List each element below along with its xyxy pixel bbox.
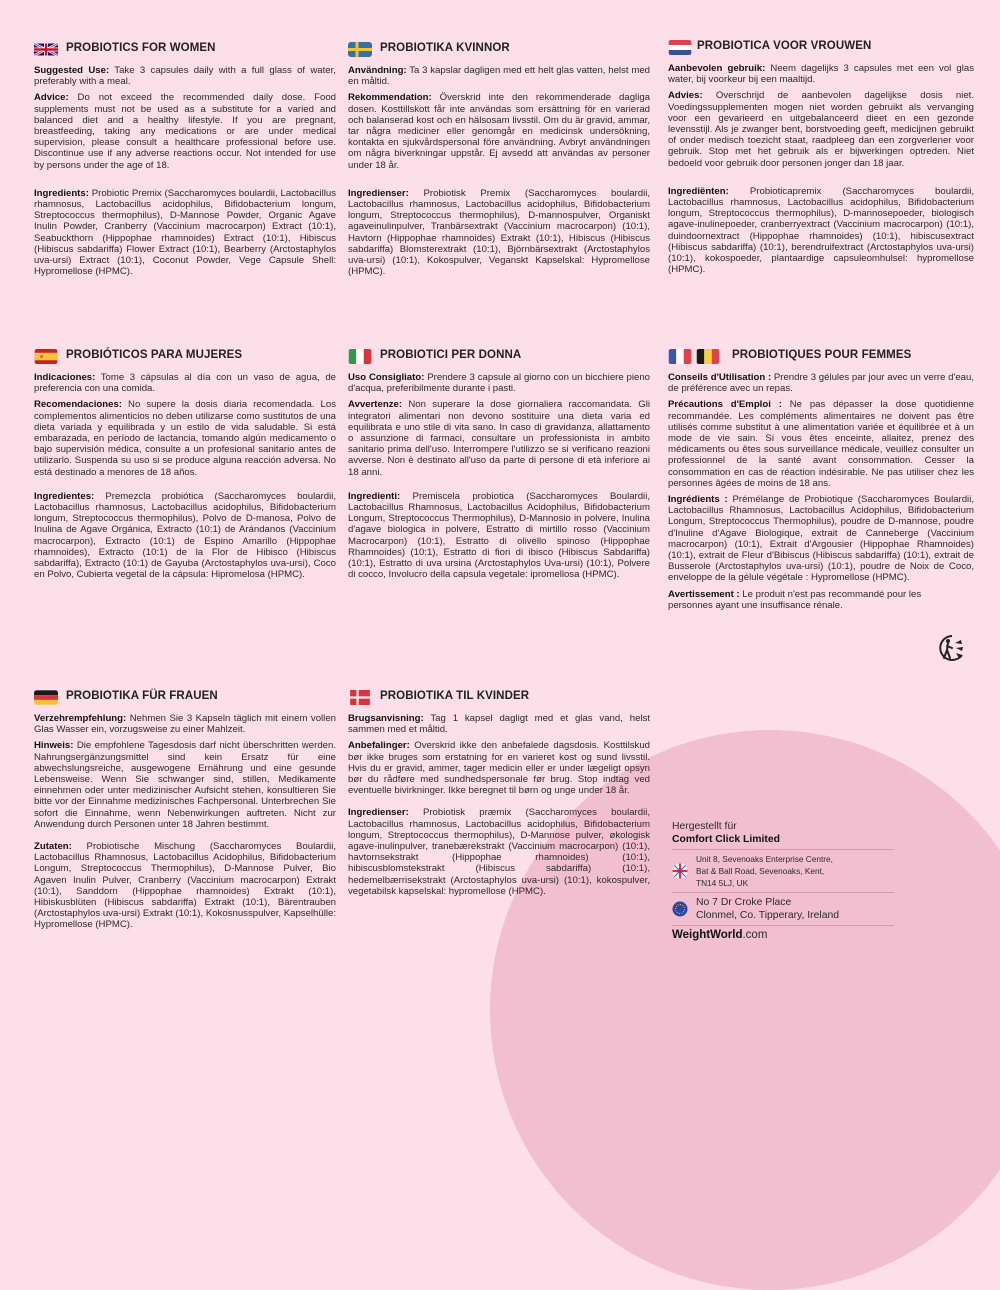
- brand-name: WeightWorld: [672, 929, 743, 941]
- section-title: PROBIOTICI PER DONNA: [380, 349, 522, 362]
- france-flag-icon: [668, 349, 692, 364]
- ingredients-label: Zutaten:: [34, 841, 72, 853]
- section-dutch: [668, 38, 974, 280]
- section-danish: [348, 688, 650, 902]
- ingredients-text: Probiotic Premix (Saccharomyces boulardii, Lactobacillus rhamnosus, Lactobacillus acidophilus, Bifidobacterium longum, Streptococcus thermophilus), D-Mannose Powder, Organic Agave Inulin Powder, Cranberry (Vaccinium macrocarpon) Extract (10:1), Seabuckthorn (Hippophae rhamnoides) Extract (10:1), Hibiscus (Hibiscus sabdariffa) Flower Extract (10:1), Bearberry (Arctostaphylos uva-ursi) Extract (10:1), Coconut Powder, Vege Capsule Shell: Hypromellose (HPMC).: [34, 187, 336, 278]
- section-title: PROBIOTIKA FÜR FRAUEN: [66, 690, 218, 703]
- ingredients-paragraph: [34, 491, 336, 581]
- ingredients-paragraph: [668, 494, 974, 584]
- uk-flag-icon: [34, 42, 58, 57]
- usage-text: Ta 3 kapslar dagligen med ett helt glas vatten, helst med en måltid.: [348, 65, 650, 88]
- advice-label: Rekommendation:: [348, 92, 432, 104]
- advice-label: Anbefalinger:: [348, 740, 410, 752]
- section-title: PROBIOTICS FOR WOMEN: [66, 42, 216, 55]
- warning-paragraph: [668, 589, 928, 611]
- usage-paragraph: [348, 372, 650, 394]
- section-header: [668, 347, 974, 365]
- ingredients-label: Ingredientes:: [34, 490, 95, 502]
- section-title: PROBIOTICA VOOR VROUWEN: [697, 40, 872, 53]
- spain-flag-icon: [34, 349, 58, 364]
- usage-label: Verzehrempfehlung:: [34, 713, 127, 724]
- advice-paragraph: [348, 399, 650, 477]
- section-title: PROBIOTIKA TIL KVINDER: [380, 690, 530, 703]
- ingredients-text: Probioticapremix (Saccharomyces boulardii, Lactobacillus rhamnosus, Lactobacillus acidophilus, Bifidobacterium longum, Streptococcus thermophilus), D-mannosepoeder, biologisch agave-inulinepoeder, cranberryextract (Vaccinium macrocarpon) (10:1), duindoornextract (Hippophae rhamnoides) (10:1), hibiscusextract (Hibiscus sabdariffa) (10:1), berendruifextract (Arctostaphylos uva-ursi) (10:1), kokospoeder, plantaardige capsuleomhulsel: hypromellose (HPMC).: [668, 185, 974, 276]
- advice-text: Overskrid ikke den anbefalede dagsdosis. Kosttilskud bør ikke bruges som erstatning for en varieret kost og sund livsstil. Hvis du er gravid, ammer, tager medicin eller er under lægeligt opsyn bør du rådføre med sundhedspersonale før brug. Stop indtag ved eventuelle bivirkninger. Ikke beregnet til børn og unge under 18 år.: [348, 740, 650, 797]
- ingredients-label: Ingrédients :: [668, 494, 728, 506]
- usage-label: Suggested Use:: [34, 65, 110, 76]
- usage-paragraph: [34, 372, 336, 394]
- section-english: [34, 40, 336, 282]
- usage-paragraph: [668, 63, 974, 85]
- ingredients-paragraph: [348, 807, 650, 897]
- advice-paragraph: [34, 740, 336, 830]
- advice-text: No supere la dosis diaria recomendada. Los complementos alimenticios no deben utilizarse como sustitutos de una dieta variada y equilibrada y un estilo de vida saludable. Si está embarazada, en período de lactancia, tomando algún medicamento o bajo supervisión médica, consulte a un profesional sanitario antes de utilizarlo. Suspenda su uso si se produce alguna reacción adversa. No está destinado a menores de 18 años.: [34, 399, 336, 478]
- ingredients-paragraph: [34, 188, 336, 278]
- eu-address-line: No 7 Dr Croke Place: [696, 897, 792, 908]
- usage-label: Användning:: [348, 65, 407, 76]
- usage-label: Uso Consigliato:: [348, 372, 425, 383]
- ingredients-label: Ingrediënten:: [668, 185, 729, 197]
- advice-paragraph: [348, 92, 650, 170]
- ingredients-paragraph: [668, 186, 974, 276]
- uk-flag-icon: [672, 863, 688, 879]
- ingredients-text: Probiotische Mischung (Saccharomyces Boulardii, Lactobacillus Rhamnosus, Lactobacillus Acidophilus, Bifidobacterium Longum, Streptococcus Thermophilus), D-Mannose Pulver, Bio Agaven Inulin Pulver, Cranberry (Vaccinium macrocarpon) Extrakt (10:1), Sanddorn (Hippophae rhamnoides) Extrakt (10:1), Hibiskusblüten (Hibiscus sabdariffa) Extrakt (10:1), Bärentrauben (Arctostaphylos uva-ursi) Extrakt (10:1), Kokosnusspulver, Kapselhülle: Hypromellose (HPMC).: [34, 841, 336, 931]
- ingredients-label: Ingredienser:: [348, 807, 409, 819]
- belgium-flag-icon: [696, 349, 720, 364]
- brand-domain: .com: [742, 929, 768, 941]
- section-title: PROBIOTIQUES POUR FEMMES: [732, 349, 912, 362]
- ingredients-text: Premiscela probiotica (Saccharomyces Boulardii, Lactobacillus Rhamnosus, Lactobacillus Acidophilus, Bifidobacterium Longum, Streptococcus Thermophilus), D-Mannosio in polvere, Inulina d'agave biologica in polvere, Estratto di mirtillo rosso (Vaccinium Macrocarpon) (10:1), Estratto di olivello spinoso (Hippophae Rhamnoides) (10:1), Estratto di fiori di ibisco (Hibiscus Sabdariffa) (10:1), Estratto di uva ursina (Arctostaphylos Uva-ursi) (10:1), Polvere di cocco, Involucro della capsula vegetale: ipromellosa (HPMC).: [348, 490, 650, 581]
- warning-label: Avertissement :: [668, 588, 740, 600]
- usage-paragraph: [34, 65, 336, 87]
- advice-paragraph: [668, 399, 974, 489]
- brand-website: [672, 926, 894, 941]
- usage-paragraph: [668, 372, 974, 394]
- eu-address-row: [672, 893, 894, 925]
- uk-address-line: TN14 5LJ, UK: [696, 878, 749, 888]
- section-german: [34, 688, 336, 936]
- advice-text: Ne pas dépasser la dose quotidienne recommandée. Les compléments alimentaires ne doivent pas être utilisés comme substitut à une alimentation variée et équilibrée et à un mode de vie sain. Si vous êtes enceinte, allaitez, prenez des médicaments ou êtes sous surveillance médicale, veuillez consulter un professionnel de la santé avant consommation. Cesser la consommation en cas de réaction indésirable. Ne pas utiliser chez les personnes âgées de moins de 18 ans.: [668, 399, 974, 489]
- usage-label: Brugsanvisning:: [348, 713, 424, 724]
- section-header: [34, 40, 336, 58]
- section-header: [34, 688, 336, 706]
- ingredients-label: Ingredienti:: [348, 490, 401, 502]
- usage-text: Prendre 3 gélules par jour avec un verre d'eau, de préférence avec un repas.: [668, 372, 974, 395]
- advice-label: Advice:: [34, 92, 69, 104]
- advice-paragraph: [34, 92, 336, 170]
- uk-address-line: Unit 8, Sevenoaks Enterprise Centre,: [696, 854, 833, 864]
- advice-text: Overschrijd de aanbevolen dagelijkse dosis niet. Voedingssupplementen mogen niet worden gebruikt als vervanging voor een gevarieerd en uitgebalanceerd dieet en een gezonde levensstijl. Als je zwanger bent, borstvoeding geeft, medicijnen gebruikt of onder medisch toezicht staat, raadpleeg dan een zorgverlener voor gebruik. Stop met het gebruik als er bijwerkingen optreden. Niet bedoeld voor gebruik door personen jonger dan 18 jaar.: [668, 90, 974, 169]
- advice-label: Advies:: [668, 90, 703, 102]
- section-header: [34, 347, 336, 365]
- usage-text: Tome 3 cápsulas al día con un vaso de agua, de preferencia con una comida.: [34, 372, 336, 395]
- usage-label: Conseils d'Utilisation :: [668, 372, 772, 383]
- ingredients-text: Prémélange de Probiotique (Saccharomyces Boulardii, Lactobacillus Rhamnosus, Lactobacillus Acidophilus, Bifidobacterium Longum, Streptococcus Thermophilus), poudre de D-mannose, poudre d'Inuline d'Agave Biologique, extrait de Canneberge (Vaccinium macrocarpon) (10:1), Extrait d'Argousier (Hippophae Rhamnoides) (10:1), extrait de Fleur d'Bibiscus (Hibiscus sabdariffa) (10:1), extrait de Busserole (Arctostaphylos uva-ursi) (10:1), poudre de Noix de Coco, enveloppe de la gélule végétale : Hypromellose (HPMC).: [668, 494, 974, 584]
- eu-address-line: Clonmel, Co. Tipperary, Ireland: [696, 910, 840, 921]
- section-title: PROBIÓTICOS PARA MUJERES: [66, 349, 243, 362]
- section-spanish: [34, 347, 336, 585]
- advice-text: Die empfohlene Tagesdosis darf nicht überschritten werden. Nahrungsergänzungsmittel sind kein Ersatz für eine abwechslungsreiche, ausgewogene Ernährung und eine gesunde Lebensweise. Wenn Sie schwanger sind, stillen, Medikamente einnehmen oder unter medizinischer Aufsicht stehen, konsultieren Sie bitte vor der Einnahme medizinisches Fachpersonal. Unterbrechen Sie sofort die Einnahme, wenn Nebenwirkungen auftreten. Nicht zur Anwendung durch Personen unter 18 Jahren bestimmt.: [34, 740, 336, 830]
- usage-text: Tag 1 kapsel dagligt med et glas vand, helst sammen med et måltid.: [348, 713, 650, 736]
- made-for-label: Hergestellt für: [672, 821, 737, 832]
- usage-paragraph: [348, 65, 650, 87]
- advice-text: Överskrid inte den rekommenderade dagliga dosen. Kosttillskott får inte användas som ersättning för en varierad och balanserad kost och en hälsosam livsstil. Om du är gravid, ammar, tar några mediciner eller genomgår en medicinsk undersökning, kontakta en sjukvårdspersonal före användning. Avbryt användningen om några biverkningar uppstår. Ej avsedd att användas av personer under 18 år.: [348, 92, 650, 171]
- ingredients-paragraph: [348, 188, 650, 278]
- ingredients-text: Premezcla probiótica (Saccharomyces boulardii, Lactobacillus rhamnosus, Lactobacillus acidophilus, Bifidobacterium longum, Streptococcus thermophilus), Polvo de D-manosa, Polvo de Inulina de Agave Orgánica, Extracto (10:1) de Arándanos (Vaccinium macrocarpon), Extracto (10:1) de Espino Amarillo (Hippophae rhamnoides), Extracto (10:1) de la Flor de Hibisco (Hibiscus sabdariffa), Extracto (10:1) de Gayuba (Arctostaphylos uva-ursi), Coco en Polvo, Cubierta vegetal de la cápsula: Hipromelosa (HPMC).: [34, 490, 336, 581]
- usage-paragraph: [34, 713, 336, 735]
- usage-text: Nehmen Sie 3 Kapseln täglich mit einem vollen Glas Wasser ein, vorzugsweise zu einer Mahlzeit.: [34, 713, 336, 736]
- advice-label: Avvertenze:: [348, 399, 403, 411]
- section-header: [348, 688, 650, 706]
- advice-paragraph: [668, 90, 974, 168]
- section-swedish: [348, 40, 650, 282]
- advice-label: Précautions d'Emploi :: [668, 399, 782, 411]
- advice-text: Do not exceed the recommended daily dose. Food supplements must not be used as a substitute for a varied and balanced diet and a healthy lifestyle. If you are pregnant, breastfeeding, taking any medications or are under medical supervision, please consult a healthcare professional before use. Discontinue use if any adverse reactions occur. Not intended for use by persons under the age of 18.: [34, 92, 336, 171]
- uk-address-row: [672, 850, 894, 892]
- uk-address: [696, 853, 833, 889]
- usage-text: Take 3 capsules daily with a full glass of water, preferably with a meal.: [34, 65, 336, 88]
- section-french: [668, 347, 974, 616]
- netherlands-flag-icon: [668, 40, 692, 55]
- germany-flag-icon: [34, 690, 58, 705]
- company-name: Comfort Click Limited: [672, 834, 780, 845]
- italy-flag-icon: [348, 349, 372, 364]
- warning-text: Le produit n'est pas recommandé pour les personnes ayant une insuffisance rénale.: [668, 588, 922, 611]
- ingredients-paragraph: [348, 491, 650, 581]
- advice-paragraph: [348, 740, 650, 796]
- usage-label: Indicaciones:: [34, 372, 96, 383]
- eu-address: [696, 896, 839, 922]
- sweden-flag-icon: [348, 42, 372, 57]
- advice-label: Recomendaciones:: [34, 399, 122, 411]
- usage-label: Aanbevolen gebruik:: [668, 63, 766, 74]
- ingredients-paragraph: [34, 841, 336, 931]
- eu-flag-icon: [672, 901, 688, 917]
- usage-text: Neem dagelijks 3 capsules met een vol glas water, bij voorkeur bij een maaltijd.: [668, 63, 974, 86]
- advice-label: Hinweis:: [34, 740, 74, 752]
- usage-text: Prendere 3 capsule al giorno con un bicchiere pieno d'acqua, preferibilmente durante i pasti.: [348, 372, 650, 395]
- manufacturer-imprint: [672, 820, 894, 941]
- section-header: [348, 40, 650, 58]
- ingredients-text: Probiotisk Premix (Saccharomyces boulardii, Lactobacillus rhamnosus, Lactobacillus acidophilus, Bifidobacterium longum, Streptococcus thermophilus), D-mannospulver, Organiskt agaveinulinpulver, Tranbärsextrakt (Vaccinium macrocarpon) (10:1), Havtorn (Hippophae rhamnoides) Extrakt (10:1), Hibiscus (Hibiscus sabdariffa) Blomsterextrakt (10:1), Björnbärsextrakt (Arctostaphylos uva-ursi) (10:1), Kokospulver, Veganskt Kapselskal: Hypromellose (HPMC).: [348, 187, 650, 278]
- section-title: PROBIOTIKA KVINNOR: [380, 42, 510, 55]
- ingredients-text: Probiotisk præmix (Saccharomyces boulardii, Lactobacillus rhamnosus, Lactobacillus acidophilus, Bifidobacterium longum, Streptococcus thermophilus), D-Mannose pulver, økologisk agave-inulinpulver, tranebærekstrakt (Vaccinium macrocarpon) (10:1), havtornsekstrakt (Hippophae rhamnoides) (10:1), hibiscusblomstekstrakt (Hibiscus sabdariffa) (10:1), hedemelbærrisekstrakt (Arctostaphylos uva-ursi) (10:1), kokospulver, vegetabilsk kapselskal: hypromellose (HPMC).: [348, 807, 650, 897]
- uk-address-line: Bat & Ball Road, Sevenoaks, Kent,: [696, 866, 825, 876]
- section-header: [668, 38, 974, 56]
- usage-paragraph: [348, 713, 650, 735]
- ingredients-label: Ingredients:: [34, 187, 89, 199]
- denmark-flag-icon: [348, 690, 372, 705]
- section-header: [348, 347, 650, 365]
- section-italian: [348, 347, 650, 585]
- ingredients-label: Ingredienser:: [348, 187, 409, 199]
- triman-recycling-icon: [937, 633, 967, 663]
- advice-paragraph: [34, 399, 336, 477]
- advice-text: Non superare la dose giornaliera raccomandata. Gli integratori alimentari non devono sostituire una dieta varia ed equilibrata e uno stile di vita sano. In caso di gravidanza, allattamento o assunzione di farmaci, consultare un professionista in ambito sanitario prima dell'uso. Interrompere l'utilizzo se si verificano reazioni avverse. Non è destinato all'uso da parte di persone di età inferiore ai 18 anni.: [348, 399, 650, 478]
